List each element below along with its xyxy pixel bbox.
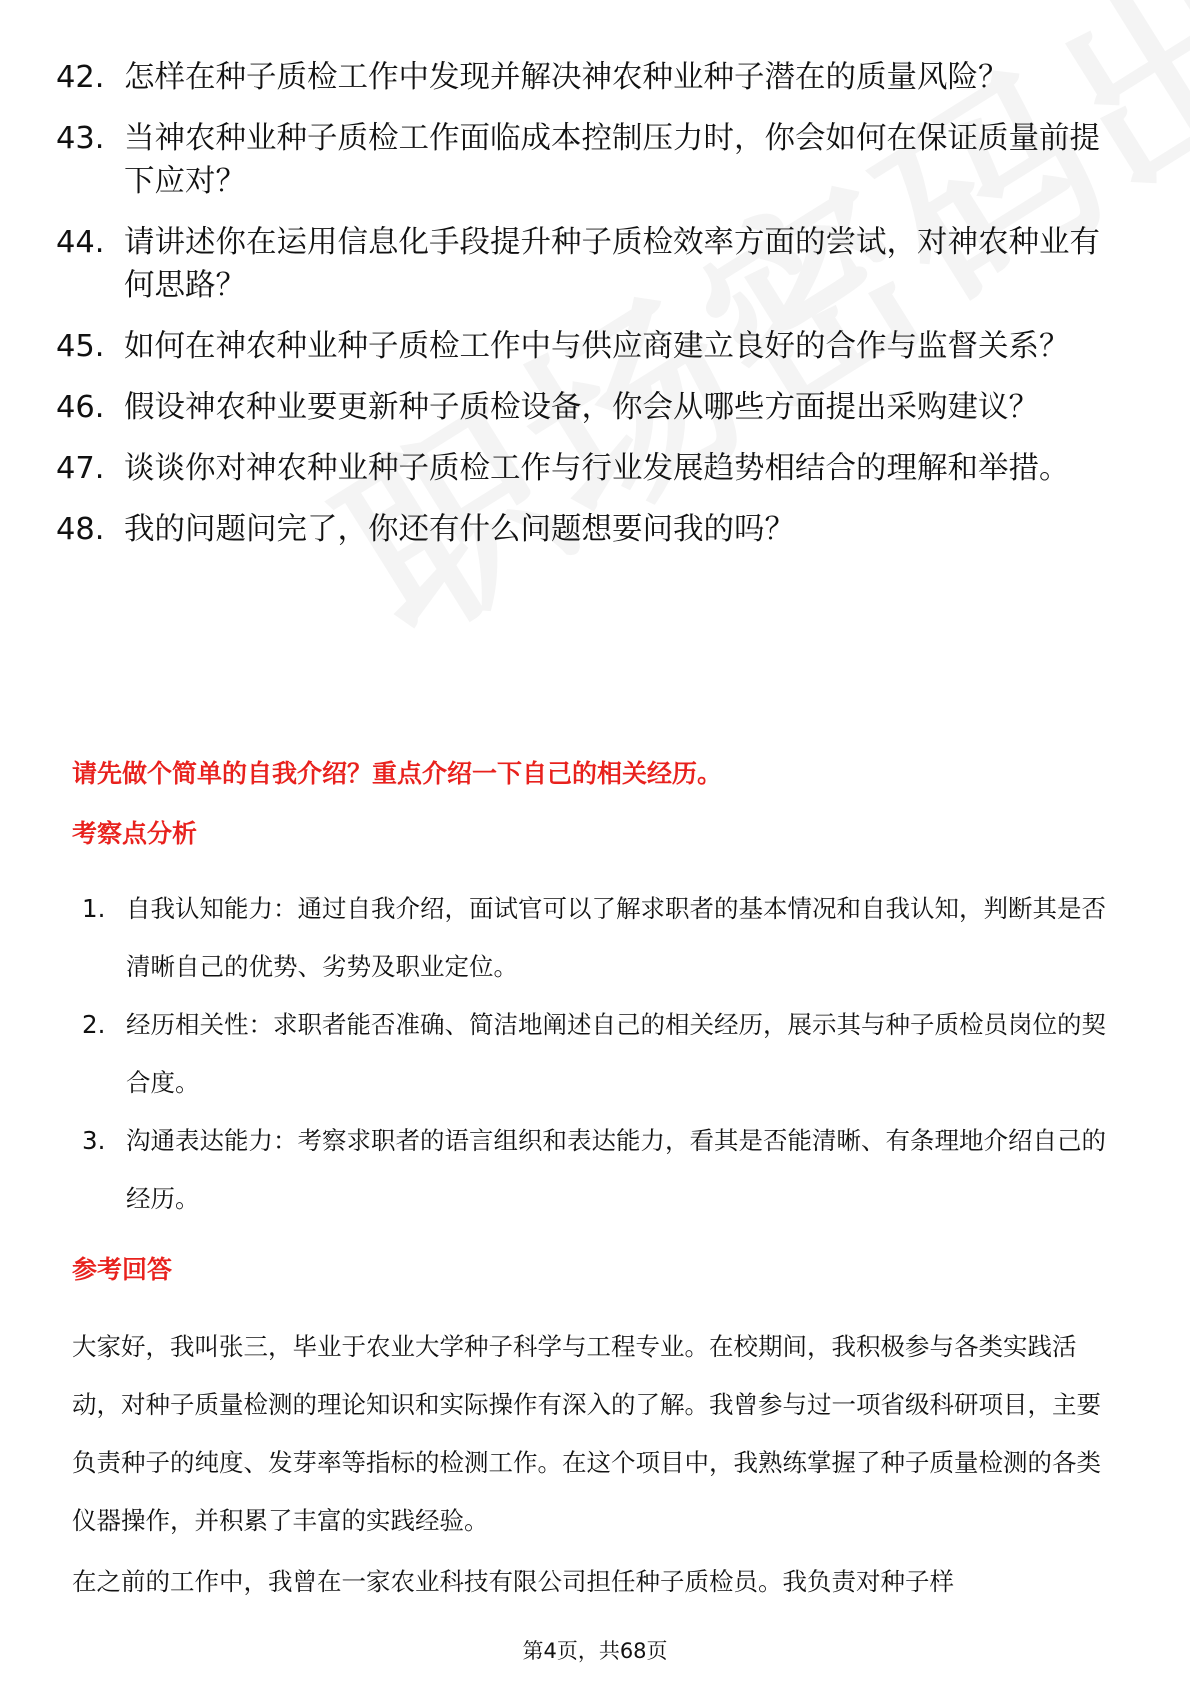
point-number: 1.: [82, 894, 106, 923]
answer-heading: 参考回答: [72, 1255, 173, 1284]
question-number: 47.: [56, 451, 105, 486]
analysis-point: [82, 996, 1122, 1112]
question-item: [56, 325, 1116, 368]
point-text: 沟通表达能力：考察求职者的语言组织和表达能力，看其是否能清晰、有条理地介绍自己的经历。: [126, 1126, 1106, 1213]
analysis-point: [82, 880, 1122, 996]
analysis-points: [82, 880, 1122, 1228]
question-item: [56, 221, 1116, 307]
question-item: [56, 117, 1116, 203]
question-number: 45.: [56, 329, 105, 364]
page-footer: 第4页，共68页: [522, 1639, 668, 1663]
question-item: [56, 386, 1116, 429]
question-text: 假设神农种业要更新种子质检设备，你会从哪些方面提出采购建议？: [124, 390, 1039, 425]
point-text: 经历相关性：求职者能否准确、简洁地阐述自己的相关经历，展示其与种子质检员岗位的契合度。: [126, 1010, 1106, 1097]
point-text: 自我认知能力：通过自我介绍，面试官可以了解求职者的基本情况和自我认知，判断其是否清晰自己的优势、劣势及职业定位。: [126, 894, 1106, 981]
question-text: 怎样在种子质检工作中发现并解决神农种业种子潜在的质量风险？: [124, 60, 1009, 95]
question-item: [56, 508, 1116, 551]
analysis-heading: 考察点分析: [72, 819, 198, 848]
question-text: 请讲述你在运用信息化手段提升种子质检效率方面的尝试，对神农种业有何思路？: [124, 225, 1100, 303]
answer-paragraph: 在之前的工作中，我曾在一家农业科技有限公司担任种子质检员。我负责对种子样: [72, 1567, 954, 1596]
analysis-point: [82, 1112, 1122, 1228]
answer-paragraph: 大家好，我叫张三，毕业于农业大学种子科学与工程专业。在校期间，我积极参与各类实践活动，对种子质量检测的理论知识和实际操作有深入的了解。我曾参与过一项省级科研项目，主要负责种子的纯度、发芽率等指标的检测工作。在这个项目中，我熟练掌握了种子质量检测的各类仪器操作，并积累了丰富的实践经验。: [72, 1332, 1101, 1535]
question-text: 我的问题问完了，你还有什么问题想要问我的吗？: [124, 512, 795, 547]
question-number: 48.: [56, 512, 105, 547]
question-item: [56, 56, 1116, 99]
question-text: 如何在神农种业种子质检工作中与供应商建立良好的合作与监督关系？: [124, 329, 1070, 364]
question-number: 43.: [56, 121, 105, 156]
question-text: 谈谈你对神农种业种子质检工作与行业发展趋势相结合的理解和举措。: [124, 451, 1070, 486]
question-number: 46.: [56, 390, 105, 425]
question-list: [56, 56, 1116, 569]
question-number: 42.: [56, 60, 105, 95]
highlight-question: 请先做个简单的自我介绍？重点介绍一下自己的相关经历。: [72, 759, 723, 788]
question-text: 当神农种业种子质检工作面临成本控制压力时，你会如何在保证质量前提下应对？: [124, 121, 1100, 199]
question-number: 44.: [56, 225, 105, 260]
question-item: [56, 447, 1116, 490]
point-number: 2.: [82, 1010, 106, 1039]
point-number: 3.: [82, 1126, 106, 1155]
